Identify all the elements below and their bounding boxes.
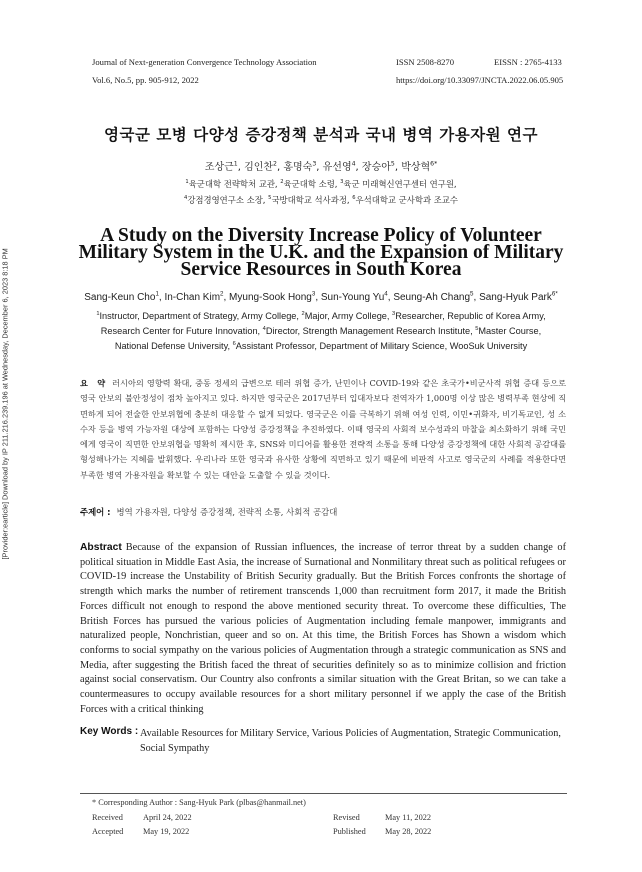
english-keywords-text: Available Resources for Military Service, Various Policies of Augmentation, Strategic Communication, Social Sympathy	[140, 728, 561, 754]
doi-link[interactable]: https://doi.org/10.33097/JNCTA.2022.06.05.905	[396, 75, 564, 85]
english-title-line1: A Study on the Diversity Increase Policy of Volunteer	[100, 225, 542, 246]
korean-affiliation-text: 육군대학 소령,	[283, 179, 341, 189]
received-date: April 24, 2022	[143, 813, 192, 822]
korean-author-name: 유선영	[322, 162, 352, 173]
english-author-sup: 6*	[551, 290, 558, 298]
english-title-line3: Service Resources in South Korea	[180, 259, 462, 280]
accepted-date: May 19, 2022	[143, 827, 190, 836]
korean-abstract-text: 러시아의 영향력 확대, 중동 정세의 급변으로 테러 위협 증가, 난민이나 COVID-19와 같은 초국가•비군사적 위협 증대 등으로 영국 안보의 불안정성이 점차 높아지고 있다. 하지만 영국군은 2017년부터 입대자보다 전역자가 1,000명 이상 많은 병력부족 현상에 직면하게 되어 전술한 안보위협에 충분히 대응할 수 없게 되었다. 영국군은 이를 극복하기 위해 여성 인력, 이민•귀화자, 비기독교인, 성 소수자 등을 병역 가능자원 대상에 포함하는 다양성 증강정책을 추진하였다. 이때 영국의 사회적 보수성과의 마찰을 최소화하기 위해 국민에게 영국이 직면한 안보위협을 명확히 제시한 후, SNS와 미디어를 활용한 전략적 소통을 통해 다양성 증강정책에 대한 사회적 공감대를 형성해나가는 지혜를 발휘했다. 우리나라 또한 영국과 유사한 상황에 직면하고 있기 때문에 비판적 사고로 영국군의 사례를 적용한다면 부족한 병역 가용자원을 확보할 수 있는 대안을 도출할 수 있을 것이다.	[80, 378, 566, 480]
korean-abstract	[80, 376, 566, 483]
korean-author-sup: 1	[233, 160, 238, 168]
english-author-sup: 3	[311, 290, 316, 298]
korean-keywords	[80, 506, 566, 518]
korean-author-name: 조상근	[204, 162, 234, 173]
english-author-name: Myung-Sook Hong	[229, 292, 312, 303]
eissn: EISSN : 2765-4133	[494, 57, 562, 67]
korean-affiliation-text: 강점경영연구소 소장,	[187, 195, 269, 205]
korean-author-name: 홍명숙	[283, 162, 313, 173]
korean-author-name: 장승아	[361, 162, 391, 173]
korean-affiliations-line2	[60, 194, 582, 206]
korean-affiliation-sup: 2	[280, 179, 284, 186]
korean-affiliation-text: 육군 미래혁신연구센터 연구원,	[343, 179, 457, 189]
english-author-sep: ,	[473, 292, 480, 303]
footer-divider	[80, 793, 567, 794]
english-affiliation-text: Assistant Professor, Department of Military Science, WooSuk University	[235, 340, 528, 351]
english-affiliation-text: Director, Strength Management Research Institute,	[265, 325, 476, 336]
volume-info: Vol.6, No.5, pp. 905-912, 2022	[92, 75, 199, 85]
published-date: May 28, 2022	[385, 827, 432, 836]
english-affiliation-line	[60, 309, 582, 324]
english-affiliation-text: Research Center for Future Innovation,	[100, 325, 263, 336]
published-label: Published	[333, 827, 366, 836]
english-author-name: Sun-Young Yu	[320, 292, 385, 303]
revised-date: May 11, 2022	[385, 813, 432, 822]
english-author-name: Sang-Hyuk Park	[479, 292, 552, 303]
english-abstract-label: Abstract	[80, 542, 122, 553]
english-author-sep: ,	[223, 292, 230, 303]
korean-affiliation-text: 국방대학교 석사과정,	[271, 195, 353, 205]
english-keywords-label: Key Words :	[80, 726, 139, 737]
korean-affiliation-text: 육군대학 전략학처 교관,	[188, 179, 281, 189]
download-watermark: [Provider:earticle] Download by IP 211.216.239.196 at Wednesday, December 6, 2023 8:18 PM	[0, 248, 10, 560]
english-affiliation-text: Master Course,	[478, 325, 542, 336]
english-affiliation-sup: 3	[392, 310, 396, 317]
korean-title: 영국군 모병 다양성 증강정책 분석과 국내 병역 가용자원 연구	[104, 125, 538, 144]
korean-affiliation-sup: 1	[185, 179, 189, 186]
english-affiliation-line	[60, 339, 582, 354]
korean-affiliations-line1	[60, 178, 582, 190]
korean-authors: 조상근$^1$, 김인찬$^2$, 홍명숙$^3$, 유선영$^4$, 장승아$^5$, 박상혁$^{6*}$	[204, 160, 438, 173]
received-label: Received	[92, 813, 123, 822]
english-author-name: Sang-Keun Cho	[84, 292, 156, 303]
korean-affiliation-sup: 3	[340, 179, 344, 186]
korean-affiliation-sup: 6	[352, 195, 356, 202]
korean-abstract-label: 요 약	[80, 378, 109, 388]
corresponding-author: * Corresponding Author : Sang-Hyuk Park (plbas@hanmail.net)	[92, 798, 306, 807]
korean-author-sup: 2	[273, 160, 277, 168]
revised-label: Revised	[333, 813, 360, 822]
korean-author-name: 박상혁	[401, 162, 431, 173]
english-author-sup: 4	[384, 290, 388, 298]
english-author-sep: ,	[158, 292, 165, 303]
english-title	[60, 227, 582, 278]
issn: ISSN 2508-8270	[396, 57, 455, 67]
english-affiliation-sup: 6	[232, 340, 236, 347]
english-author-sep: ,	[315, 292, 321, 303]
english-affiliation-text: Instructor, Department of Strategy, Army College,	[99, 311, 302, 321]
korean-author-name: 김인찬	[244, 162, 274, 173]
english-affiliations	[60, 309, 582, 353]
korean-keywords-text: 병역 가용자원, 다양성 증강정책, 전략적 소통, 사회적 공감대	[116, 507, 338, 517]
english-author-sup: 2	[220, 290, 224, 298]
accepted-label: Accepted	[92, 827, 124, 836]
english-affiliation-text: National Defense University,	[114, 340, 233, 351]
english-author-name: In-Chan Kim	[164, 292, 221, 303]
korean-affiliation-text: 우석대학교 군사학과 조교수	[355, 195, 458, 205]
english-abstract	[80, 541, 566, 717]
korean-author-sup: 3	[312, 160, 317, 168]
english-affiliation-line	[60, 324, 582, 339]
journal-name: Journal of Next-generation Convergence Technology Association	[92, 57, 317, 67]
english-affiliation-text: Major, Army College,	[304, 311, 393, 321]
korean-author-sup: 4	[351, 160, 356, 168]
english-affiliation-sup: 1	[96, 310, 100, 317]
english-affiliation-sup: 2	[301, 310, 305, 317]
korean-keywords-label: 주제어 :	[80, 507, 111, 517]
korean-affiliation-sup: 4	[184, 195, 188, 202]
english-author-sup: 1	[155, 290, 159, 298]
english-author-sep: ,	[387, 292, 394, 303]
korean-author-sup: 5	[390, 160, 395, 168]
english-affiliation-sup: 4	[262, 325, 266, 332]
english-author-sup: 5	[470, 290, 474, 298]
english-affiliation-sup: 5	[475, 325, 479, 332]
english-title-line2: Military System in the U.K. and the Expansion of Military	[78, 242, 564, 263]
english-affiliation-text: Researcher, Republic of Korea Army,	[395, 311, 546, 321]
korean-author-sup: 6*	[430, 160, 438, 168]
english-abstract-text: Because of the expansion of Russian influences, the increase of terror threat by a sudden change of political situation in Middle East Asia, the increase of Surnational and Nonmilitary threat such as political refugees or COVID-19 increase the Unstability of British Security gradually. But the British Forces confronts the shortage of strength which marks the number of retirement transcends 1,000 than recruitment form 2017, it made the British Forces difficult not enough to respond the above mentioned security threat. To overcome these difficulties, The British Forces has pursued the various policies of Augmentation including female manpower, immigrants and naturalized people, Nonchristian, queer and so on. At this time, the British Forces has Shown a wisdom which conforms to social sympathy on the various policies of Augmentation through a strategic communication as SNS and Media, after suggesting the British faced the threat of securities definitely so as to minimize collision and friction against social conservatism. Our Country also confronts a similar situation with the Great Britan, so we can take a countermeasures to occupy available resources for a short military personnel if we apply the case of the British Forces with a critical thinking	[80, 542, 566, 715]
english-authors	[60, 292, 582, 303]
korean-affiliation-sup: 5	[268, 195, 272, 202]
english-author-name: Seung-Ah Chang	[393, 292, 471, 303]
